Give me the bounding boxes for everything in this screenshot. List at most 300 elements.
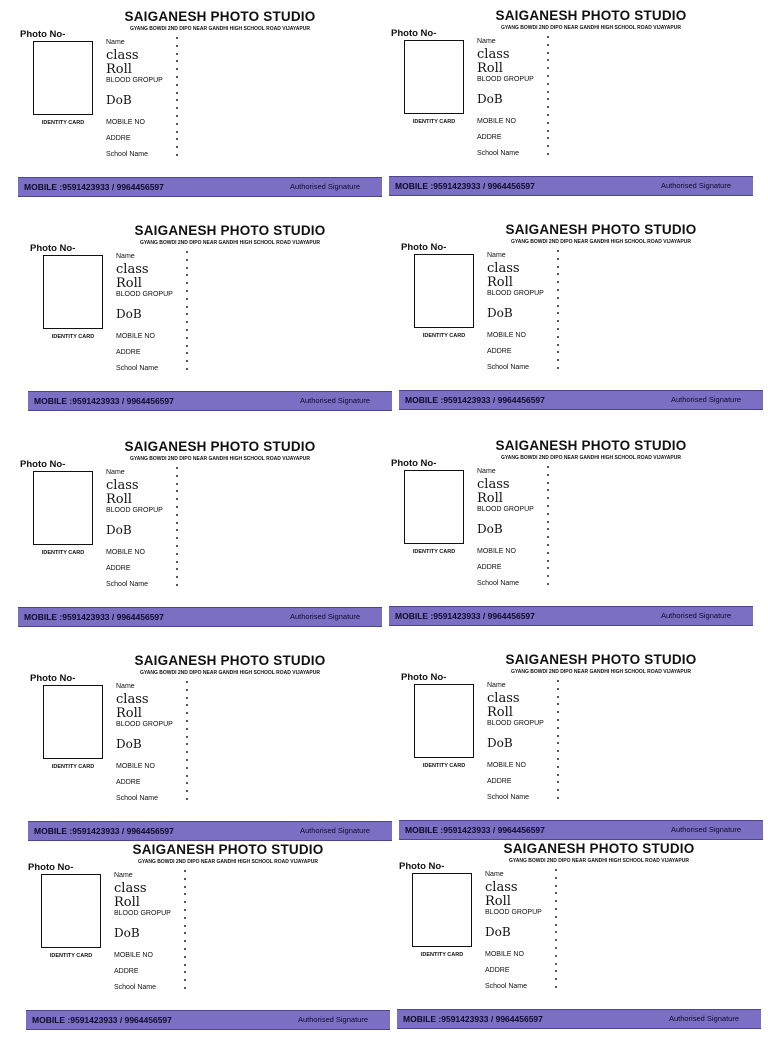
colon-dot: [176, 107, 178, 109]
identity-card-label: IDENTITY CARD: [412, 549, 456, 555]
colon-dot: [547, 482, 549, 484]
studio-address: GYANG BOWDI 2ND DIPO NEAR GANDHI HIGH SCHOOL ROAD VIJAYAPUR: [130, 26, 310, 32]
mobile-no-label: MOBILE NO: [487, 332, 526, 339]
school-name-label: School Name: [485, 983, 528, 990]
colon-dot: [557, 312, 559, 314]
studio-address: GYANG BOWDI 2ND DIPO NEAR GANDHI HIGH SCHOOL ROAD VIJAYAPUR: [511, 669, 691, 675]
colon-dot: [186, 337, 188, 339]
photo-number-label: Photo No-: [28, 862, 74, 873]
colon-dot: [555, 916, 557, 918]
colon-dot: [176, 467, 178, 469]
colon-dot: [547, 528, 549, 530]
colon-dot: [184, 909, 186, 911]
dob-label: DoB: [477, 92, 503, 106]
colon-dot: [176, 60, 178, 62]
colon-dot: [186, 298, 188, 300]
colon-dot: [547, 83, 549, 85]
field-colons: [555, 869, 561, 993]
id-card: [399, 652, 759, 862]
class-label: class: [477, 47, 510, 62]
colon-dot: [555, 970, 557, 972]
footer-mobile-number: MOBILE :9591423933 / 9964456597: [405, 825, 545, 835]
colon-dot: [176, 483, 178, 485]
class-label: class: [106, 48, 139, 63]
colon-dot: [186, 782, 188, 784]
colon-dot: [555, 924, 557, 926]
colon-dot: [555, 978, 557, 980]
colon-dot: [176, 576, 178, 578]
id-card: [28, 653, 388, 863]
colon-dot: [186, 368, 188, 370]
colon-dot: [176, 37, 178, 39]
footer-bar: [389, 606, 753, 626]
colon-dot: [555, 955, 557, 957]
field-colons: [184, 870, 190, 994]
colon-dot: [555, 885, 557, 887]
identity-card-label: IDENTITY CARD: [51, 334, 95, 340]
field-colons: [176, 37, 182, 161]
colon-dot: [186, 728, 188, 730]
colon-dot: [557, 781, 559, 783]
studio-address: GYANG BOWDI 2ND DIPO NEAR GANDHI HIGH SCHOOL ROAD VIJAYAPUR: [501, 455, 681, 461]
field-colons: [186, 251, 192, 375]
colon-dot: [557, 680, 559, 682]
colon-dot: [555, 947, 557, 949]
colon-dot: [547, 466, 549, 468]
blood-group-label: BLOOD GROPUP: [485, 909, 542, 916]
address-label: ADDRE: [477, 134, 502, 141]
colon-dot: [186, 767, 188, 769]
colon-dot: [557, 273, 559, 275]
colon-dot: [176, 154, 178, 156]
colon-dot: [555, 908, 557, 910]
photo-number-label: Photo No-: [30, 673, 76, 684]
field-colons: [557, 680, 563, 804]
photo-number-label: Photo No-: [391, 28, 437, 39]
mobile-no-label: MOBILE NO: [106, 549, 145, 556]
colon-dot: [184, 948, 186, 950]
colon-dot: [555, 986, 557, 988]
colon-dot: [186, 313, 188, 315]
mobile-no-label: MOBILE NO: [116, 763, 155, 770]
colon-dot: [186, 712, 188, 714]
name-label: Name: [485, 871, 504, 878]
studio-name: SAIGANESH PHOTO STUDIO: [505, 652, 697, 667]
colon-dot: [557, 774, 559, 776]
school-name-label: School Name: [106, 581, 149, 588]
photo-box: [43, 255, 103, 329]
colon-dot: [186, 697, 188, 699]
class-label: class: [106, 478, 139, 493]
authorised-signature-label: Authorised Signature: [670, 825, 741, 834]
colon-dot: [547, 122, 549, 124]
photo-box: [404, 470, 464, 544]
photo-number-label: Photo No-: [391, 458, 437, 469]
colon-dot: [555, 963, 557, 965]
colon-dot: [176, 514, 178, 516]
blood-group-label: BLOOD GROPUP: [116, 721, 173, 728]
name-label: Name: [487, 252, 506, 259]
studio-name: SAIGANESH PHOTO STUDIO: [505, 222, 697, 237]
authorised-signature-label: Authorised Signature: [297, 1015, 368, 1024]
colon-dot: [557, 367, 559, 369]
colon-dot: [176, 475, 178, 477]
footer-bar: [397, 1009, 761, 1029]
colon-dot: [186, 720, 188, 722]
colon-dot: [176, 92, 178, 94]
colon-dot: [184, 925, 186, 927]
photo-box: [33, 41, 93, 115]
name-label: Name: [106, 39, 125, 46]
footer-mobile-number: MOBILE :9591423933 / 9964456597: [395, 181, 535, 191]
blood-group-label: BLOOD GROPUP: [477, 506, 534, 513]
colon-dot: [547, 145, 549, 147]
colon-dot: [186, 790, 188, 792]
school-name-label: School Name: [477, 150, 520, 157]
colon-dot: [186, 798, 188, 800]
colon-dot: [557, 250, 559, 252]
colon-dot: [557, 305, 559, 307]
identity-card-label: IDENTITY CARD: [41, 550, 85, 556]
colon-dot: [186, 681, 188, 683]
field-colons: [557, 250, 563, 374]
identity-card-label: IDENTITY CARD: [41, 120, 85, 126]
colon-dot: [557, 320, 559, 322]
address-label: ADDRE: [485, 967, 510, 974]
class-label: class: [487, 691, 520, 706]
colon-dot: [557, 735, 559, 737]
colon-dot: [547, 98, 549, 100]
colon-dot: [557, 344, 559, 346]
name-label: Name: [106, 469, 125, 476]
name-label: Name: [487, 682, 506, 689]
address-label: ADDRE: [487, 778, 512, 785]
colon-dot: [555, 939, 557, 941]
id-card: [399, 222, 759, 432]
colon-dot: [176, 498, 178, 500]
dob-label: DoB: [116, 307, 142, 321]
photo-box: [404, 40, 464, 114]
field-colons: [547, 36, 553, 160]
authorised-signature-label: Authorised Signature: [299, 826, 370, 835]
class-label: class: [116, 262, 149, 277]
id-card: [397, 841, 757, 1051]
colon-dot: [557, 266, 559, 268]
footer-mobile-number: MOBILE :9591423933 / 9964456597: [24, 182, 164, 192]
colon-dot: [176, 138, 178, 140]
colon-dot: [547, 544, 549, 546]
footer-bar: [26, 1010, 390, 1030]
colon-dot: [557, 351, 559, 353]
authorised-signature-label: Authorised Signature: [660, 181, 731, 190]
photo-number-label: Photo No-: [401, 242, 447, 253]
photo-box: [412, 873, 472, 947]
colon-dot: [184, 971, 186, 973]
colon-dot: [547, 505, 549, 507]
colon-dot: [557, 289, 559, 291]
name-label: Name: [114, 872, 133, 879]
mobile-no-label: MOBILE NO: [114, 952, 153, 959]
footer-bar: [399, 820, 763, 840]
colon-dot: [184, 964, 186, 966]
colon-dot: [184, 987, 186, 989]
colon-dot: [547, 36, 549, 38]
name-label: Name: [477, 468, 496, 475]
colon-dot: [557, 688, 559, 690]
colon-dot: [184, 901, 186, 903]
studio-name: SAIGANESH PHOTO STUDIO: [124, 9, 316, 24]
footer-bar: [18, 177, 382, 197]
colon-dot: [557, 711, 559, 713]
footer-mobile-number: MOBILE :9591423933 / 9964456597: [403, 1014, 543, 1024]
colon-dot: [557, 742, 559, 744]
colon-dot: [555, 900, 557, 902]
blood-group-label: BLOOD GROPUP: [487, 290, 544, 297]
identity-card-label: IDENTITY CARD: [422, 333, 466, 339]
mobile-no-label: MOBILE NO: [485, 951, 524, 958]
colon-dot: [176, 76, 178, 78]
mobile-no-label: MOBILE NO: [477, 548, 516, 555]
colon-dot: [176, 522, 178, 524]
id-card: [389, 438, 749, 648]
colon-dot: [547, 137, 549, 139]
colon-dot: [547, 474, 549, 476]
footer-bar: [28, 391, 392, 411]
name-label: Name: [116, 683, 135, 690]
colon-dot: [176, 490, 178, 492]
colon-dot: [547, 567, 549, 569]
mobile-no-label: MOBILE NO: [487, 762, 526, 769]
blood-group-label: BLOOD GROPUP: [106, 77, 163, 84]
colon-dot: [547, 114, 549, 116]
photo-box: [43, 685, 103, 759]
roll-label: Roll: [485, 894, 511, 909]
authorised-signature-label: Authorised Signature: [670, 395, 741, 404]
colon-dot: [186, 360, 188, 362]
colon-dot: [186, 689, 188, 691]
colon-dot: [186, 345, 188, 347]
studio-name: SAIGANESH PHOTO STUDIO: [134, 653, 326, 668]
roll-label: Roll: [106, 62, 132, 77]
colon-dot: [176, 146, 178, 148]
colon-dot: [176, 584, 178, 586]
colon-dot: [176, 506, 178, 508]
colon-dot: [557, 703, 559, 705]
identity-card-label: IDENTITY CARD: [49, 953, 93, 959]
colon-dot: [186, 736, 188, 738]
footer-mobile-number: MOBILE :9591423933 / 9964456597: [24, 612, 164, 622]
colon-dot: [176, 84, 178, 86]
colon-dot: [186, 274, 188, 276]
colon-dot: [557, 766, 559, 768]
school-name-label: School Name: [487, 794, 530, 801]
colon-dot: [176, 53, 178, 55]
colon-dot: [557, 359, 559, 361]
mobile-no-label: MOBILE NO: [116, 333, 155, 340]
colon-dot: [186, 759, 188, 761]
studio-address: GYANG BOWDI 2ND DIPO NEAR GANDHI HIGH SCHOOL ROAD VIJAYAPUR: [509, 858, 689, 864]
colon-dot: [547, 106, 549, 108]
roll-label: Roll: [116, 276, 142, 291]
colon-dot: [547, 575, 549, 577]
blood-group-label: BLOOD GROPUP: [114, 910, 171, 917]
roll-label: Roll: [106, 492, 132, 507]
school-name-label: School Name: [477, 580, 520, 587]
studio-address: GYANG BOWDI 2ND DIPO NEAR GANDHI HIGH SCHOOL ROAD VIJAYAPUR: [501, 25, 681, 31]
blood-group-label: BLOOD GROPUP: [477, 76, 534, 83]
photo-number-label: Photo No-: [401, 672, 447, 683]
dob-label: DoB: [106, 93, 132, 107]
address-label: ADDRE: [114, 968, 139, 975]
colon-dot: [547, 513, 549, 515]
colon-dot: [557, 281, 559, 283]
photo-box: [414, 684, 474, 758]
colon-dot: [184, 886, 186, 888]
colon-dot: [557, 727, 559, 729]
class-label: class: [116, 692, 149, 707]
colon-dot: [547, 67, 549, 69]
photo-number-label: Photo No-: [30, 243, 76, 254]
colon-dot: [555, 877, 557, 879]
id-card: [28, 223, 388, 433]
colon-dot: [555, 931, 557, 933]
colon-dot: [176, 131, 178, 133]
colon-dot: [555, 869, 557, 871]
authorised-signature-label: Authorised Signature: [668, 1014, 739, 1023]
photo-number-label: Photo No-: [399, 861, 445, 872]
studio-address: GYANG BOWDI 2ND DIPO NEAR GANDHI HIGH SCHOOL ROAD VIJAYAPUR: [138, 859, 318, 865]
colon-dot: [555, 892, 557, 894]
photo-box: [41, 874, 101, 948]
colon-dot: [547, 552, 549, 554]
colon-dot: [547, 536, 549, 538]
school-name-label: School Name: [116, 365, 159, 372]
id-card: [389, 8, 749, 218]
blood-group-label: BLOOD GROPUP: [106, 507, 163, 514]
address-label: ADDRE: [116, 349, 141, 356]
footer-bar: [28, 821, 392, 841]
colon-dot: [557, 750, 559, 752]
studio-name: SAIGANESH PHOTO STUDIO: [495, 438, 687, 453]
roll-label: Roll: [116, 706, 142, 721]
colon-dot: [557, 336, 559, 338]
colon-dot: [186, 290, 188, 292]
colon-dot: [547, 489, 549, 491]
colon-dot: [186, 306, 188, 308]
school-name-label: School Name: [487, 364, 530, 371]
studio-address: GYANG BOWDI 2ND DIPO NEAR GANDHI HIGH SCHOOL ROAD VIJAYAPUR: [140, 670, 320, 676]
field-colons: [547, 466, 553, 590]
colon-dot: [186, 321, 188, 323]
studio-address: GYANG BOWDI 2ND DIPO NEAR GANDHI HIGH SCHOOL ROAD VIJAYAPUR: [511, 239, 691, 245]
colon-dot: [557, 797, 559, 799]
colon-dot: [184, 917, 186, 919]
colon-dot: [186, 743, 188, 745]
authorised-signature-label: Authorised Signature: [299, 396, 370, 405]
colon-dot: [186, 259, 188, 261]
colon-dot: [557, 328, 559, 330]
authorised-signature-label: Authorised Signature: [289, 612, 360, 621]
address-label: ADDRE: [477, 564, 502, 571]
name-label: Name: [116, 253, 135, 260]
colon-dot: [176, 553, 178, 555]
colon-dot: [184, 956, 186, 958]
colon-dot: [547, 75, 549, 77]
colon-dot: [186, 775, 188, 777]
authorised-signature-label: Authorised Signature: [660, 611, 731, 620]
colon-dot: [557, 258, 559, 260]
footer-mobile-number: MOBILE :9591423933 / 9964456597: [34, 396, 174, 406]
footer-mobile-number: MOBILE :9591423933 / 9964456597: [405, 395, 545, 405]
photo-number-label: Photo No-: [20, 29, 66, 40]
colon-dot: [547, 560, 549, 562]
footer-bar: [389, 176, 753, 196]
colon-dot: [557, 758, 559, 760]
roll-label: Roll: [114, 895, 140, 910]
studio-name: SAIGANESH PHOTO STUDIO: [503, 841, 695, 856]
colon-dot: [186, 751, 188, 753]
address-label: ADDRE: [106, 135, 131, 142]
footer-mobile-number: MOBILE :9591423933 / 9964456597: [395, 611, 535, 621]
class-label: class: [114, 881, 147, 896]
colon-dot: [184, 878, 186, 880]
colon-dot: [186, 329, 188, 331]
dob-label: DoB: [116, 737, 142, 751]
photo-box: [33, 471, 93, 545]
studio-address: GYANG BOWDI 2ND DIPO NEAR GANDHI HIGH SCHOOL ROAD VIJAYAPUR: [140, 240, 320, 246]
studio-address: GYANG BOWDI 2ND DIPO NEAR GANDHI HIGH SCHOOL ROAD VIJAYAPUR: [130, 456, 310, 462]
identity-card-label: IDENTITY CARD: [412, 119, 456, 125]
class-label: class: [485, 880, 518, 895]
dob-label: DoB: [485, 925, 511, 939]
colon-dot: [184, 940, 186, 942]
colon-dot: [547, 153, 549, 155]
colon-dot: [186, 352, 188, 354]
id-card: [18, 439, 378, 649]
colon-dot: [184, 979, 186, 981]
colon-dot: [176, 529, 178, 531]
address-label: ADDRE: [106, 565, 131, 572]
colon-dot: [186, 282, 188, 284]
roll-label: Roll: [487, 705, 513, 720]
colon-dot: [176, 561, 178, 563]
identity-card-label: IDENTITY CARD: [51, 764, 95, 770]
mobile-no-label: MOBILE NO: [477, 118, 516, 125]
colon-dot: [184, 893, 186, 895]
colon-dot: [547, 59, 549, 61]
dob-label: DoB: [487, 306, 513, 320]
field-colons: [176, 467, 182, 591]
colon-dot: [547, 497, 549, 499]
school-name-label: School Name: [106, 151, 149, 158]
class-label: class: [487, 261, 520, 276]
colon-dot: [186, 704, 188, 706]
authorised-signature-label: Authorised Signature: [289, 182, 360, 191]
studio-name: SAIGANESH PHOTO STUDIO: [495, 8, 687, 23]
colon-dot: [184, 932, 186, 934]
colon-dot: [557, 297, 559, 299]
colon-dot: [176, 568, 178, 570]
colon-dot: [176, 68, 178, 70]
colon-dot: [557, 789, 559, 791]
blood-group-label: BLOOD GROPUP: [116, 291, 173, 298]
colon-dot: [547, 44, 549, 46]
footer-bar: [18, 607, 382, 627]
dob-label: DoB: [114, 926, 140, 940]
colon-dot: [176, 99, 178, 101]
roll-label: Roll: [487, 275, 513, 290]
roll-label: Roll: [477, 491, 503, 506]
